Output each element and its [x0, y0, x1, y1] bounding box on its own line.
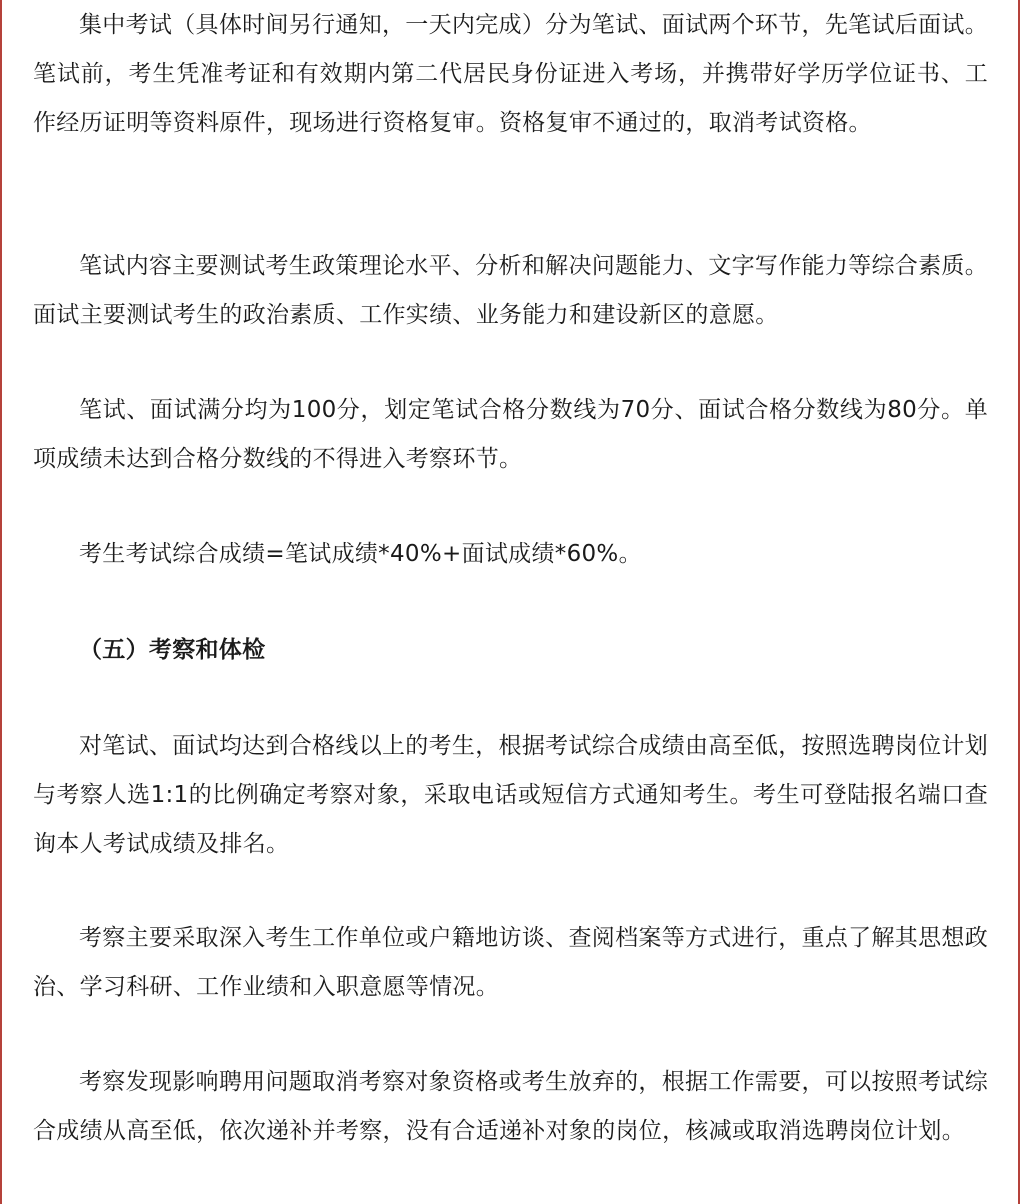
- section-heading: （五）考察和体检: [79, 637, 266, 663]
- paragraph-inspection-method: 考察主要采取深入考生工作单位或户籍地访谈、查阅档案等方式进行，重点了解其思想政治、学习科研、工作业绩和入职意愿等情况。: [33, 925, 988, 1000]
- paragraph-exam-content: 笔试内容主要测试考生政策理论水平、分析和解决问题能力、文字写作能力等综合素质。面试主要测试考生的政治素质、工作实绩、业务能力和建设新区的意愿。: [33, 253, 988, 328]
- paragraph-score-formula: 考生考试综合成绩=笔试成绩*40%+面试成绩*60%。: [79, 541, 642, 567]
- paragraph-exam-arrangement: 集中考试（具体时间另行通知，一天内完成）分为笔试、面试两个环节，先笔试后面试。笔试前，考生凭准考证和有效期内第二代居民身份证进入考场，并携带好学历学位证书、工作经历证明等资料原件，现场进行资格复审。资格复审不通过的，取消考试资格。: [33, 12, 988, 136]
- paragraph-passing-score: 笔试、面试满分均为100分，划定笔试合格分数线为70分、面试合格分数线为80分。单项成绩未达到合格分数线的不得进入考察环节。: [33, 397, 988, 472]
- paragraph-inspection-candidates: 对笔试、面试均达到合格线以上的考生，根据考试综合成绩由高至低，按照选聘岗位计划与考察人选1:1的比例确定考察对象，采取电话或短信方式通知考生。考生可登陆报名端口查询本人考试成绩及排名。: [33, 733, 988, 857]
- paragraph-replacement: 考察发现影响聘用问题取消考察对象资格或考生放弃的，根据工作需要，可以按照考试综合成绩从高至低，依次递补并考察，没有合适递补对象的岗位，核减或取消选聘岗位计划。: [33, 1069, 988, 1144]
